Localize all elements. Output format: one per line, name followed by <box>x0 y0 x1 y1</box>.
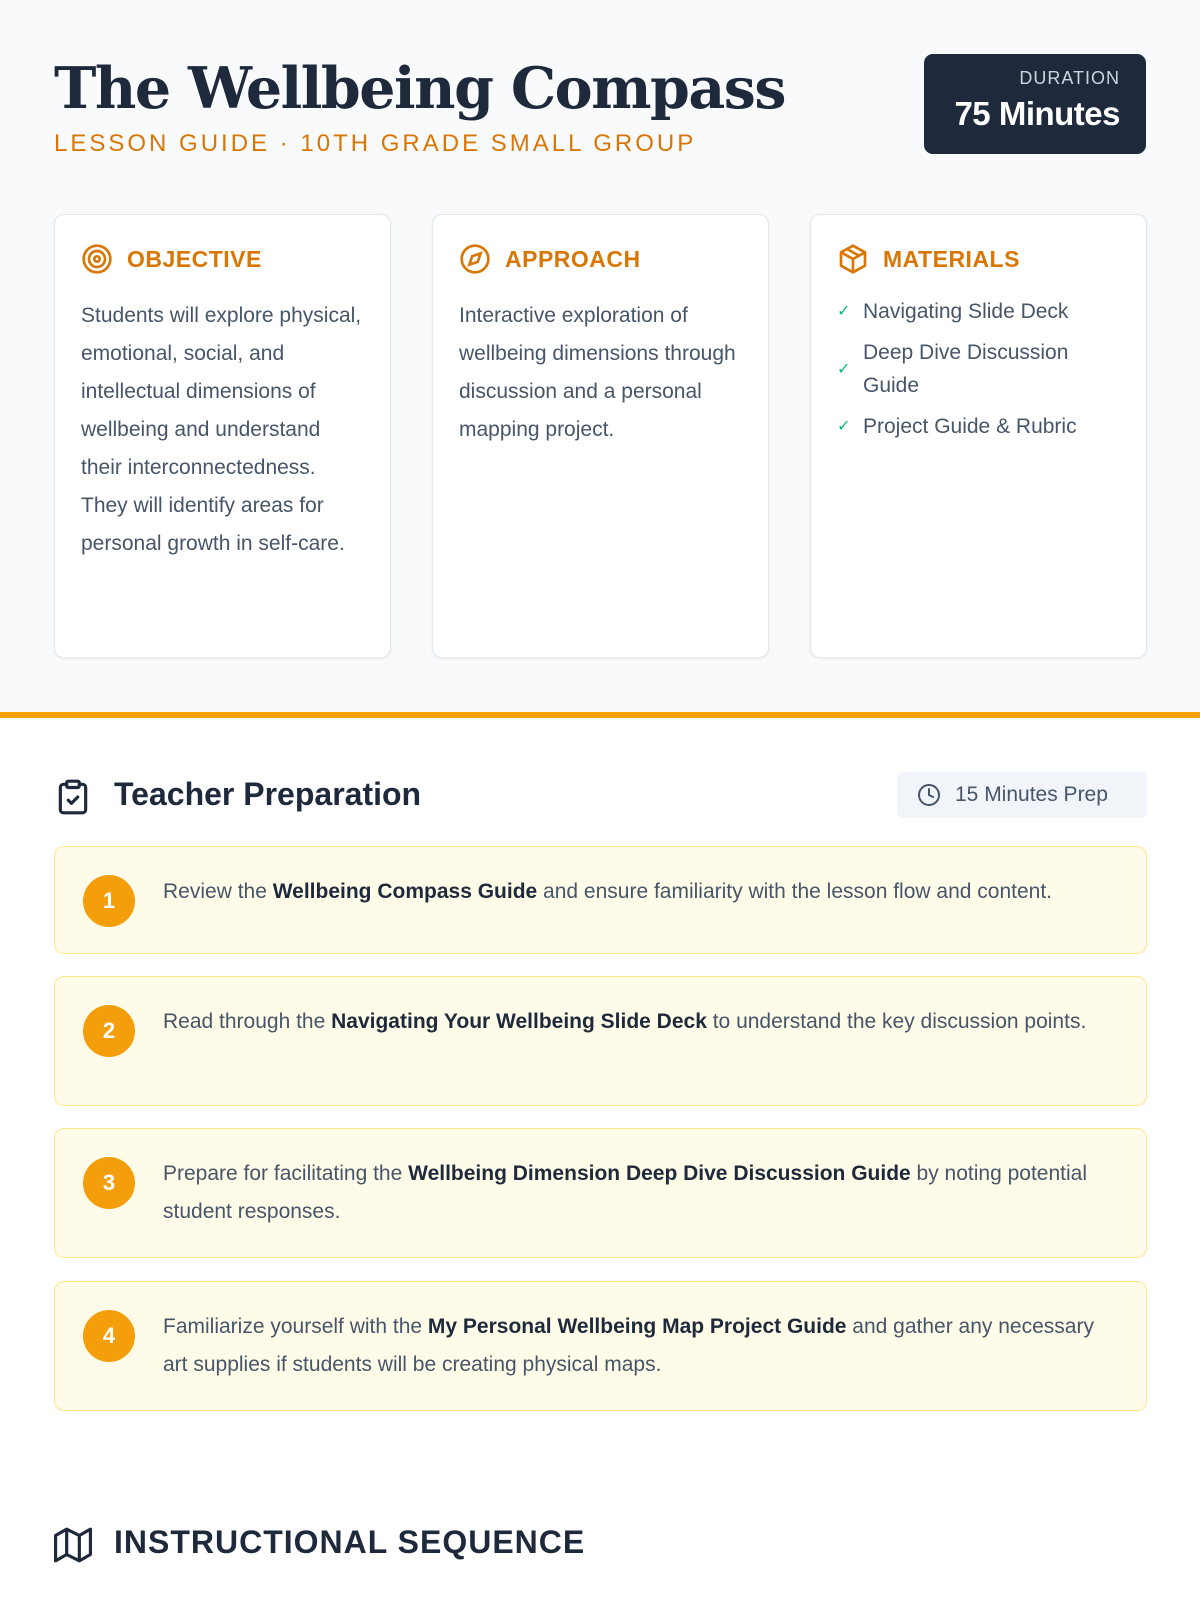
approach-title: APPROACH <box>505 245 641 272</box>
prep-time-badge <box>897 772 1147 818</box>
list-item <box>54 976 1147 1106</box>
list-item <box>54 1128 1147 1258</box>
list-item: ✓ Navigating Slide Deck <box>837 295 1120 328</box>
objective-text: Students will explore physical, emotional, social, and intellectual dimensions of wellbeing and understand their interconnectedness. They will identify areas for personal growth in self-care. <box>81 304 362 555</box>
step-number: 4 <box>83 1310 135 1362</box>
target-icon <box>81 243 113 275</box>
list-item: ✓ Deep Dive Discussion Guide <box>837 341 1069 397</box>
clipboard-check-icon <box>54 778 92 816</box>
list-item: ✓ Project Guide & Rubric <box>837 410 1120 443</box>
overview-cards <box>54 214 1147 658</box>
page-subtitle: LESSON GUIDE · 10TH GRADE SMALL GROUP <box>54 130 697 157</box>
step-text: Read through the Navigating Your Wellbeing Slide Deck to understand the key discussion points. <box>163 1010 1087 1033</box>
map-icon <box>54 1526 92 1564</box>
section-title: INSTRUCTIONAL SEQUENCE <box>114 1524 586 1560</box>
step-number: 3 <box>83 1157 135 1209</box>
check-icon: ✓ <box>837 418 851 435</box>
materials-card <box>810 214 1147 658</box>
materials-title: MATERIALS <box>883 245 1020 272</box>
compass-icon <box>459 243 491 275</box>
section-title: Teacher Preparation <box>114 776 422 812</box>
prep-time-text: 15 Minutes Prep <box>955 783 1108 806</box>
step-number: 1 <box>83 875 135 927</box>
top-section <box>0 0 1200 712</box>
list-item <box>54 1281 1147 1411</box>
objective-card <box>54 214 391 658</box>
approach-card <box>432 214 769 658</box>
instructional-sequence-header <box>54 1520 854 1570</box>
page-title: The Wellbeing Compass <box>54 55 785 122</box>
list-item <box>54 846 1147 954</box>
section-divider <box>0 712 1200 718</box>
objective-title: OBJECTIVE <box>127 245 262 272</box>
step-text: Review the Wellbeing Compass Guide and ensure familiarity with the lesson flow and content. <box>163 880 1052 903</box>
approach-text: Interactive exploration of wellbeing dimensions through discussion and a personal mapping project. <box>459 304 736 441</box>
clock-icon <box>917 783 941 807</box>
duration-label: DURATION <box>1019 68 1120 88</box>
duration-badge <box>924 54 1146 154</box>
step-number: 2 <box>83 1005 135 1057</box>
check-icon: ✓ <box>837 303 851 320</box>
check-icon: ✓ <box>837 360 851 378</box>
package-icon <box>837 243 869 275</box>
materials-list <box>837 295 1120 443</box>
duration-value: 75 Minutes <box>954 95 1120 132</box>
page-header <box>54 54 1146 164</box>
step-text: Familiarize yourself with the My Personal Wellbeing Map Project Guide and gather any necessary art supplies if students will be creating physical maps. <box>163 1315 1094 1376</box>
step-text: Prepare for facilitating the Wellbeing Dimension Deep Dive Discussion Guide by noting potential student responses. <box>163 1162 1087 1223</box>
teacher-preparation-header <box>54 772 1147 822</box>
